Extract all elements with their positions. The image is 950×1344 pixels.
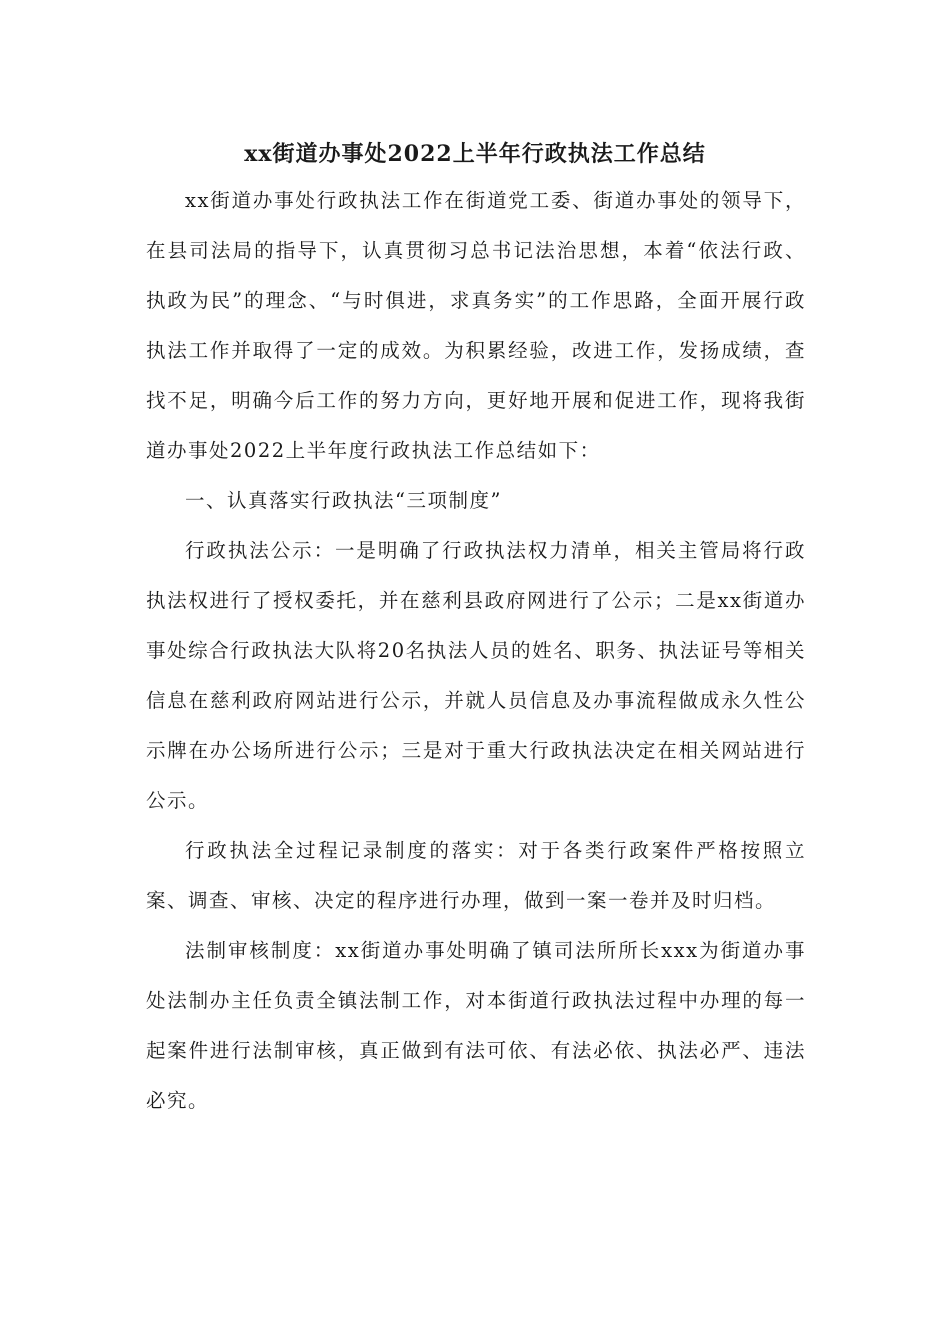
paragraph-publicity: 行政执法公示：一是明确了行政执法权力清单，相关主管局将行政执法权进行了授权委托，并在慈利县政府网进行了公示；二是xx街道办事处综合行政执法大队将20名执法人员的姓名、职务、执法证号等相关信息在慈利政府网站进行公示，并就人员信息及办事流程做成永久性公示牌在办公场所进行公示；三是对于重大行政执法决定在相关网站进行公示。 xyxy=(146,539,806,812)
document-body xyxy=(146,176,806,1126)
paragraph-intro: xx街道办事处行政执法工作在街道党工委、街道办事处的领导下，在县司法局的指导下，认真贯彻习总书记法治思想，本着“依法行政、执政为民”的理念、“与时俱进，求真务实”的工作思路，全面开展行政执法工作并取得了一定的成效。为积累经验，改进工作，发扬成绩，查找不足，明确今后工作的努力方向，更好地开展和促进工作，现将我街道办事处2022上半年度行政执法工作总结如下： xyxy=(146,189,806,462)
paragraph-legal-review: 法制审核制度：xx街道办事处明确了镇司法所所长xxx为街道办事处法制办主任负责全镇法制工作，对本街道行政执法过程中办理的每一起案件进行法制审核，真正做到有法可依、有法必依、执法必严、违法必究。 xyxy=(146,939,806,1112)
section-heading-1: 一、认真落实行政执法“三项制度” xyxy=(185,489,502,512)
paragraph-recording: 行政执法全过程记录制度的落实：对于各类行政案件严格按照立案、调查、审核、决定的程序进行办理，做到一案一卷并及时归档。 xyxy=(146,839,806,912)
document-title: xx街道办事处2022上半年行政执法工作总结 xyxy=(244,141,706,167)
